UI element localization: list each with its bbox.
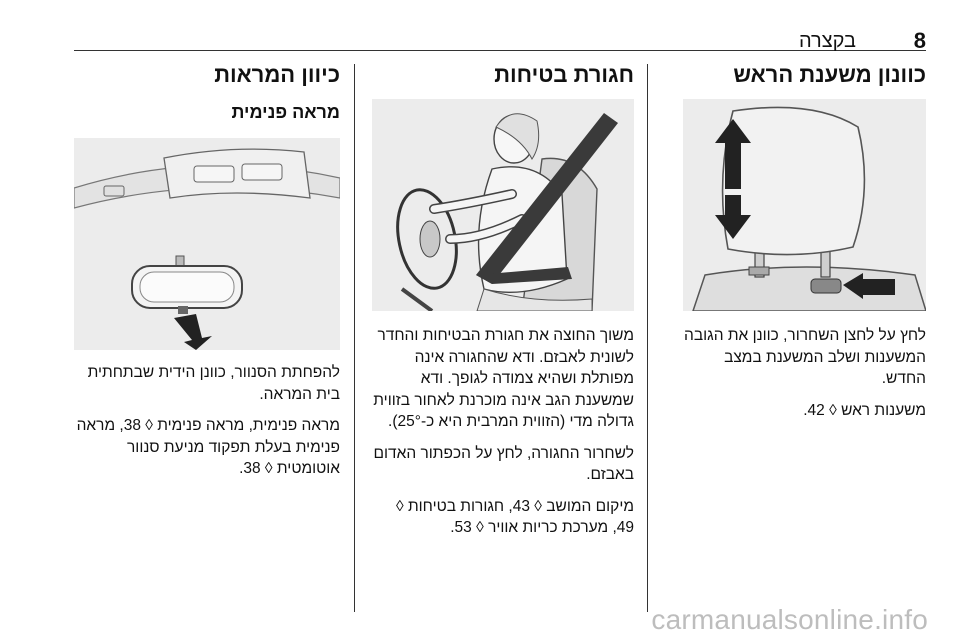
headrest-paragraph-2: משענות ראש ◊ 42. (803, 401, 926, 419)
mirrors-subtitle: מראה פנימית (231, 102, 340, 122)
mirrors-paragraph-1: להפחתת הסנוור, כוונן הידית שבתחתית בית המראה. (87, 364, 340, 403)
mirrors-paragraph-2: מראה פנימית, מראה פנימית ◊ 38, מראה פנימית בעלת תפקוד מניעת סנוור אוטומטית ◊ 38. (76, 417, 340, 477)
mirror-figure (74, 138, 340, 350)
page-header (74, 30, 926, 51)
section-name: בקצרה (798, 30, 856, 52)
column-divider-right (647, 64, 648, 612)
mirrors-title: כיוון המראות (214, 62, 340, 87)
seatbelt-paragraph-1: משוך החוצה את חגורת הבטיחות והחדר לשונית לאבזם. ודא שהחגורה אינה מפותלת ושהיא צמודה לגופך. ודא שמשענת הגב אינה מוכרנת לאחור בזווית גדולה מדי (הזווית המרבית היא כ-25°). (373, 327, 634, 430)
seatbelt-figure (372, 99, 634, 311)
column-seatbelt (372, 60, 634, 549)
headrest-title: כוונון משענת הראש (733, 62, 926, 87)
watermark: carmanualsonline.info (651, 604, 928, 635)
column-divider-left (354, 64, 355, 612)
headrest-paragraph-1: לחץ על לחצן השחרור, כוונן את הגובה המשענות ושלב המשענת במצב החדש. (684, 327, 926, 387)
seatbelt-paragraph-2: לשחרור החגורה, לחץ על הכפתור האדום באבזם. (373, 444, 634, 483)
seatbelt-title: חגורת בטיחות (494, 62, 634, 87)
column-mirrors (74, 60, 340, 490)
seatbelt-paragraph-3: מיקום המושב ◊ 43, חגורות בטיחות ◊ 49, מערכת כריות אוויר ◊ 53. (395, 497, 634, 536)
column-headrest (683, 60, 926, 431)
headrest-figure (683, 99, 926, 311)
page-number: 8 (913, 28, 926, 53)
